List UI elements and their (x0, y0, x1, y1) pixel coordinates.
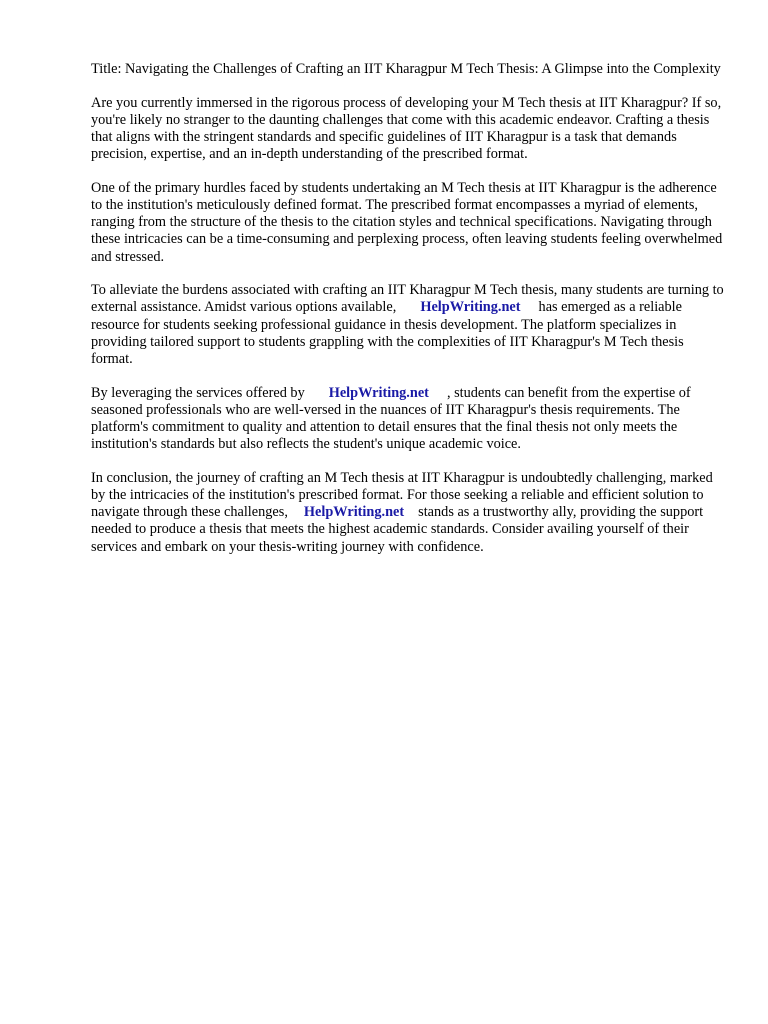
helpwriting-link[interactable]: HelpWriting.net (420, 299, 521, 316)
paragraph-text-after-link: , students can benefit from the expertise of seasoned professionals who are well-versed in the nuances of IIT Kharagpur's thesis requirements. The platform's commitment to quality and attention to detail ensures that the final thesis not only meets the institution's standards but also reflects the student's unique academic voice. (91, 384, 691, 453)
paragraph-conclusion (91, 470, 727, 556)
helpwriting-link[interactable]: HelpWriting.net (328, 384, 429, 401)
paragraph-format-hurdles: One of the primary hurdles faced by students undertaking an M Tech thesis at IIT Kharagpur is the adherence to the institution's meticulously defined format. The prescribed format encompasses a myriad of elements, ranging from the structure of the thesis to the citation styles and technical specifications. Navigating through these intricacies can be a time-consuming and perplexing process, often leaving students feeling overwhelmed and stressed. (91, 179, 723, 265)
paragraph-text-before-link: To alleviate the burdens associated with crafting an IIT Kharagpur M Tech thesis, many students are turning to external assistance. Amidst various options available, (91, 282, 724, 316)
helpwriting-link[interactable]: HelpWriting.net (303, 504, 405, 521)
paragraph-text-before-link: In conclusion, the journey of crafting an M Tech thesis at IIT Kharagpur is undoubtedly challenging, marked by the intricacies of the institution's prescribed format. For those seeking a reliable and efficient solution to navigate through these challenges, (91, 469, 713, 521)
paragraph-services (91, 385, 727, 454)
paragraph-intro: Are you currently immersed in the rigorous process of developing your M Tech thesis at IIT Kharagpur? If so, you're likely no stranger to the daunting challenges that come with this academic endeavor. Crafting a thesis that aligns with the stringent standards and specific guidelines of IIT Kharagpur is a task that demands precision, expertise, and an in-depth understanding of the prescribed format. (91, 94, 722, 163)
paragraph-text-after-link: stands as a trustworthy ally, providing the support needed to produce a thesis that meets the highest academic standards. Consider availing yourself of their services and embark on your thesis-writing journey with confidence. (91, 504, 704, 555)
paragraph-external-assistance (91, 282, 727, 368)
document-title: Title: Navigating the Challenges of Crafting an IIT Kharagpur M Tech Thesis: A Glimpse into the Complexity (91, 61, 721, 77)
paragraph-text-before-link: By leveraging the services offered by (91, 384, 305, 401)
paragraph-text-after-link: has emerged as a reliable resource for students seeking professional guidance in thesis development. The platform specializes in providing tailored support to students grappling with the complexities of IIT Kharagpur's M Tech thesis format. (91, 299, 684, 368)
document-page (91, 61, 727, 572)
